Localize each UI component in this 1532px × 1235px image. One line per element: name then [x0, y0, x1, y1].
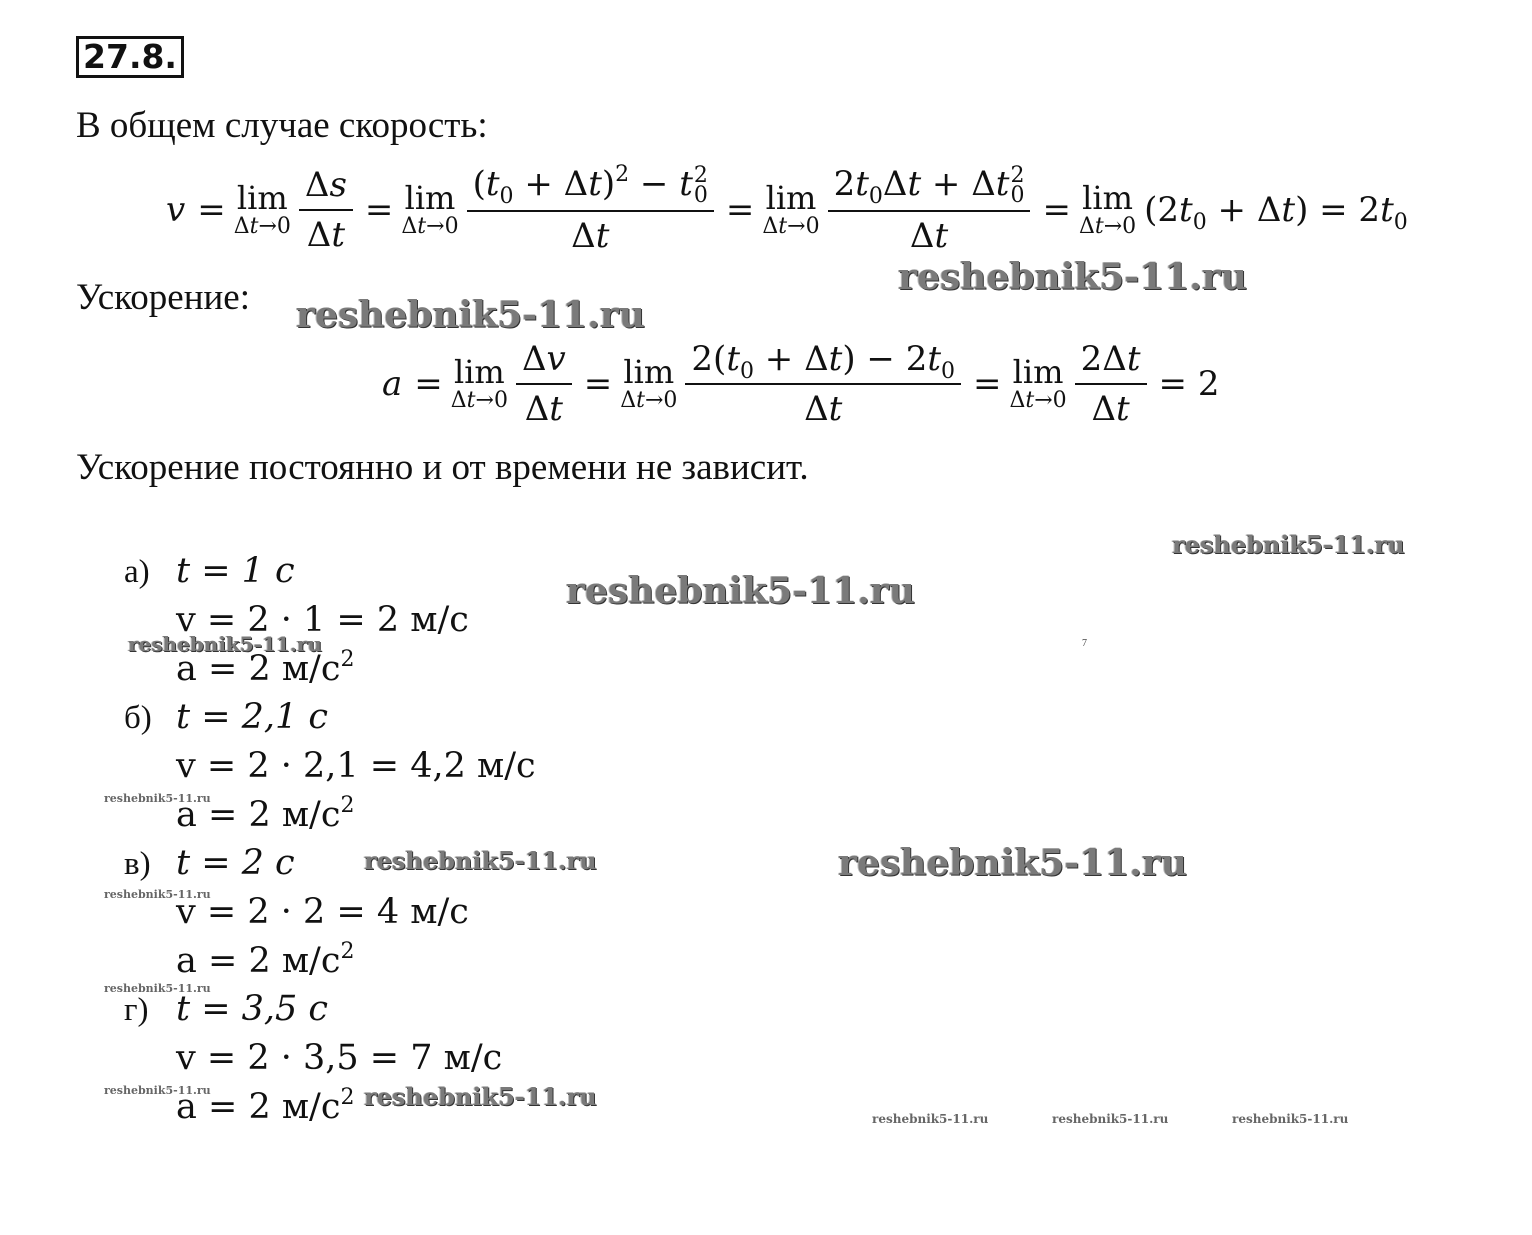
watermark: reshebnik5-11.ru [1172, 530, 1405, 559]
case-acceleration: a = 2 $м/с^2$ [176, 939, 355, 981]
watermark: reshebnik5-11.ru [1232, 1112, 1349, 1126]
watermark: reshebnik5-11.ru [296, 294, 645, 336]
watermark: reshebnik5-11.ru [1052, 1112, 1169, 1126]
problem-number: 27.8. [76, 36, 184, 78]
case-time: t = 2 с [176, 843, 295, 883]
watermark: reshebnik5-11.ru [104, 1084, 211, 1097]
watermark: reshebnik5-11.ru [872, 1112, 989, 1126]
watermark: reshebnik5-11.ru [364, 1082, 597, 1111]
case-label: б) [124, 700, 152, 736]
case-time: t = 1 с [176, 551, 295, 591]
case-label: г) [124, 992, 149, 1028]
watermark: reshebnik5-11.ru [566, 570, 915, 612]
velocity-equation: v = lim Δt→0 $\frac{\Delta s}{\Delta t}$ = lim Δt→0 $(t_0 + \Delta t)^2 - t$ 2 0 Δt = lim Δt→0 $2t_0\Delta t + \Delta t$ 2 0 Δt = lim Δt→0 $(2t_0 + \Delta t) = 2t_0$ [166, 162, 1408, 256]
acceleration-equation: a = lim Δt→0 $\frac{\Delta v}{\Delta t}$ = lim Δt→0 $\frac{2(t_0 + \Delta t) - 2t_0}{\Delta t}$ = lim Δt→0 $\frac{2\Delta t}{\Delta t}$ = 2 [382, 339, 1220, 429]
case-acceleration: a = 2 $м/с^2$ [176, 793, 355, 835]
case-acceleration: a = 2 $м/с^2$ [176, 647, 355, 689]
watermark: reshebnik5-11.ru [838, 842, 1187, 884]
case-velocity: v = 2 · 2 = 4 м/с [176, 892, 469, 932]
case-time: t = 2,1 с [176, 697, 329, 737]
watermark: reshebnik5-11.ru [104, 982, 211, 995]
case-velocity: v = 2 · 3,5 = 7 м/с [176, 1038, 503, 1078]
watermark: reshebnik5-11.ru [898, 256, 1247, 298]
stray-mark: 7 [1082, 638, 1087, 649]
case-label: в) [124, 846, 151, 882]
acceleration-heading: Ускорение: [76, 277, 250, 318]
case-time: t = 3,5 с [176, 989, 329, 1029]
case-velocity: v = 2 · 1 = 2 м/с [176, 600, 469, 640]
watermark: reshebnik5-11.ru [104, 792, 211, 805]
watermark: reshebnik5-11.ru [128, 632, 322, 656]
watermark: reshebnik5-11.ru [364, 846, 597, 875]
intro-text: В общем случае скорость: [76, 105, 488, 146]
case-velocity: v = 2 · 2,1 = 4,2 м/с [176, 746, 536, 786]
watermark: reshebnik5-11.ru [104, 888, 211, 901]
case-label: а) [124, 554, 150, 590]
conclusion-text: Ускорение постоянно и от времени не зависит. [76, 447, 809, 488]
case-acceleration: a = 2 $м/с^2$ [176, 1085, 355, 1127]
